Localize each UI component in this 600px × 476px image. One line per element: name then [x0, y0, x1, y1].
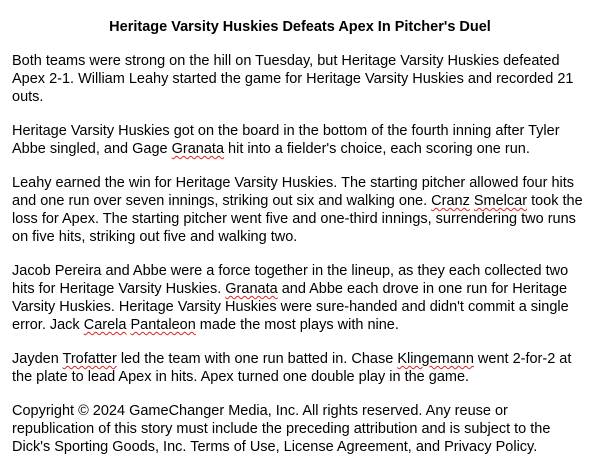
misspelled-word: Cranz [431, 193, 470, 209]
paragraph-text: and Abbe each drove in one run for Heritage Varsity Huskies. Heritage Varsity Huskies were sure-handed and didn't commit a single error. Jack [12, 281, 569, 333]
paragraph-text: Heritage Varsity Huskies got on the board in the bottom of the fourth inning after Tyler Abbe singled, and Gage [12, 123, 560, 157]
article-paragraph [12, 402, 588, 456]
paragraph-text: Jacob Pereira and Abbe were a force together in the lineup, as they each collected two hits for Heritage Varsity Huskies. [12, 263, 569, 297]
paragraph-text: Both teams were strong on the hill on Tuesday, but Heritage Varsity Huskies defeated Apex 2-1. William Leahy started the game for Heritage Varsity Huskies and recorded 21 outs. [12, 53, 574, 105]
paragraph-text: hit into a fielder's choice, each scoring one run. [224, 141, 530, 157]
paragraph-text: Leahy earned the win for Heritage Varsity Huskies. The starting pitcher allowed four hits and one run over seven innings, striking out six and walking one. [12, 175, 575, 209]
paragraph-text: Copyright © 2024 GameChanger Media, Inc. All rights reserved. Any reuse or republication of this story must include the preceding attribution and is subject to the Dick's Sporting Goods, Inc. Terms of Use, License Agreement, and Privacy Policy. [12, 403, 551, 455]
article-paragraph [12, 52, 588, 106]
article-paragraph [12, 350, 588, 386]
paragraph-text: made the most plays with nine. [195, 317, 399, 333]
article-paragraph [12, 122, 588, 158]
misspelled-word: Granata [225, 281, 278, 297]
article-title: Heritage Varsity Huskies Defeats Apex In Pitcher's Duel [109, 19, 491, 35]
article-paragraph [12, 262, 588, 334]
paragraph-text: Jayden [12, 351, 63, 367]
paragraph-text: led the team with one run batted in. Chase [116, 351, 398, 367]
misspelled-word: Klingemann [397, 351, 474, 367]
misspelled-word: Granata [171, 141, 225, 157]
paragraph-text: took the loss for Apex. The starting pitcher went five and one-third innings, surrendering two runs on five hits, striking out five and walking two. [12, 193, 583, 245]
misspelled-word: Carela [83, 317, 127, 333]
misspelled-word: Smelcar [473, 193, 528, 209]
misspelled-word: Trofatter [62, 351, 117, 367]
article-body [12, 52, 588, 456]
article-paragraph [12, 174, 588, 246]
misspelled-word: Pantaleon [130, 317, 196, 333]
paragraph-text: went 2-for-2 at the plate to lead Apex in hits. Apex turned one double play in the game. [12, 351, 572, 385]
